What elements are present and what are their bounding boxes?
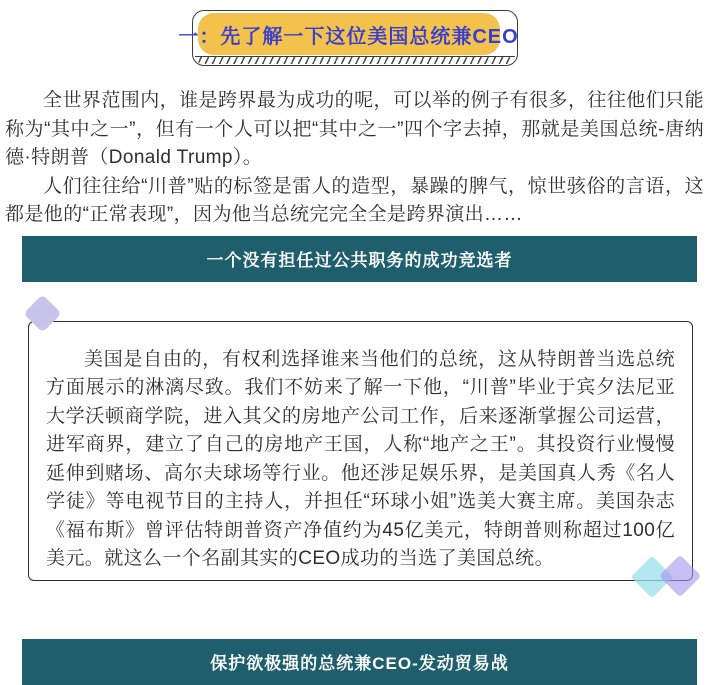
section-1-banner [22, 236, 697, 282]
section-1-body-text: 美国是自由的，有权利选择谁来当他们的总统，这从特朗普当选总统方面展示的淋漓尽致。我们不妨来了解一下他，“川普”毕业于宾夕法尼亚大学沃顿商学院，进入其父的房地产公司工作，后来逐渐掌握公司运营，进军商界，建立了自己的房地产王国，人称“地产之王”。其投资行业慢慢延伸到赌场、高尔夫球场等行业。他还涉足娱乐界，是美国真人秀《名人学徒》等电视节目的主持人，并担任“环球小姐”选美大赛主席。美国杂志《福布斯》曾评估特朗普资产净值约为45亿美元，特朗普则称超过100亿美元。就这么一个名副其实的CEO成功的当选了美国总统。 [46, 348, 675, 569]
intro-paragraph-1: 全世界范围内，谁是跨界最为成功的呢，可以举的例子有很多，往往他们只能称为“其中之一”，但有一个人可以把“其中之一”四个字去掉，那就是美国总统-唐纳德·特朗普（Donald Trump）。 [5, 90, 704, 168]
article-page [0, 10, 709, 679]
section-badge-pill [178, 13, 519, 55]
intro-text-block [5, 87, 704, 230]
section-1-title: 一个没有担任过公共职务的成功竞选者 [206, 251, 513, 270]
section-badge [178, 10, 519, 66]
section-badge-label: 一：先了解一下这位美国总统兼CEO [178, 25, 519, 48]
section-2-title: 保护欲极强的总统兼CEO-发动贸易战 [210, 654, 509, 673]
section-2-banner [22, 639, 697, 685]
badge-hatch-decoration [195, 56, 515, 64]
intro-paragraph-2: 人们往往给“川普”贴的标签是雷人的造型，暴躁的脾气，惊世骇俗的言语，这都是他的“正常表现”，因为他当总统完完全全是跨界演出…… [5, 175, 704, 225]
section-1-quote-box [28, 321, 693, 581]
